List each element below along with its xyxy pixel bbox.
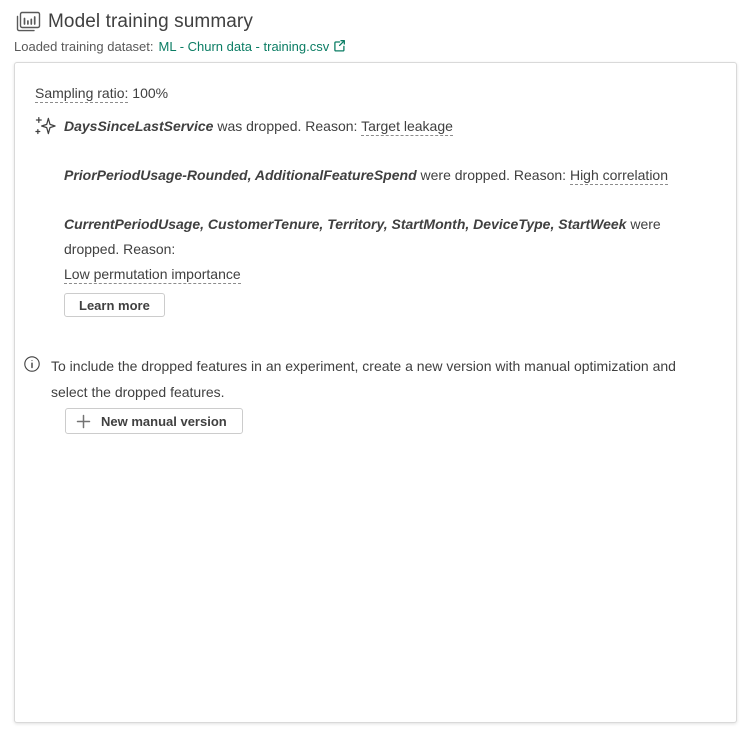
drop-text: were dropped. Reason: bbox=[64, 216, 661, 257]
feature-names: PriorPeriodUsage-Rounded, AdditionalFeatureSpend bbox=[64, 167, 417, 183]
dropped-feature-item bbox=[64, 212, 712, 287]
drop-text: was dropped. Reason: bbox=[213, 118, 362, 134]
info-icon bbox=[24, 356, 40, 372]
dataset-row bbox=[14, 39, 737, 54]
sampling-ratio-value: 100% bbox=[132, 85, 169, 101]
learn-more-button[interactable]: Learn more bbox=[64, 293, 165, 317]
info-icon-col bbox=[24, 353, 51, 434]
dropped-features-section bbox=[35, 114, 716, 317]
info-section bbox=[24, 353, 716, 434]
feature-names: DaysSinceLastService bbox=[64, 118, 214, 134]
drop-text: were dropped. Reason: bbox=[416, 167, 570, 183]
sparkles-icon bbox=[35, 115, 56, 137]
dropped-feature-item bbox=[64, 114, 712, 139]
header-title-row bbox=[14, 10, 737, 33]
info-text: To include the dropped features in an experiment, create a new version with manual optimization and select the dropped features. bbox=[51, 358, 676, 400]
dataset-link[interactable] bbox=[159, 39, 347, 54]
sampling-ratio-label[interactable]: Sampling ratio: bbox=[35, 85, 129, 101]
feature-names: CurrentPeriodUsage, CustomerTenure, Territory, StartMonth, DeviceType, StartWeek bbox=[64, 216, 627, 232]
page-title: Model training summary bbox=[48, 10, 253, 32]
training-summary-card bbox=[14, 62, 737, 723]
dropped-feature-item bbox=[64, 163, 712, 188]
plus-icon bbox=[76, 414, 91, 429]
new-manual-version-label: New manual version bbox=[101, 413, 227, 429]
external-link-icon bbox=[333, 39, 346, 52]
drop-reason-link[interactable]: High correlation bbox=[569, 167, 669, 183]
new-manual-version-button[interactable] bbox=[65, 408, 243, 434]
dataset-label: Loaded training dataset: bbox=[14, 39, 154, 54]
info-text-col bbox=[51, 353, 716, 434]
drop-reason-link[interactable]: Target leakage bbox=[361, 118, 453, 134]
dropped-features-text-col bbox=[64, 114, 716, 317]
dataset-link-text: ML - Churn data - training.csv bbox=[158, 39, 330, 54]
sampling-ratio-row bbox=[35, 85, 716, 102]
header bbox=[0, 0, 751, 54]
bar-chart-layered-icon bbox=[14, 10, 41, 33]
drop-reason-link[interactable]: Low permutation importance bbox=[64, 266, 241, 282]
dropped-features-icon-col bbox=[35, 114, 64, 317]
